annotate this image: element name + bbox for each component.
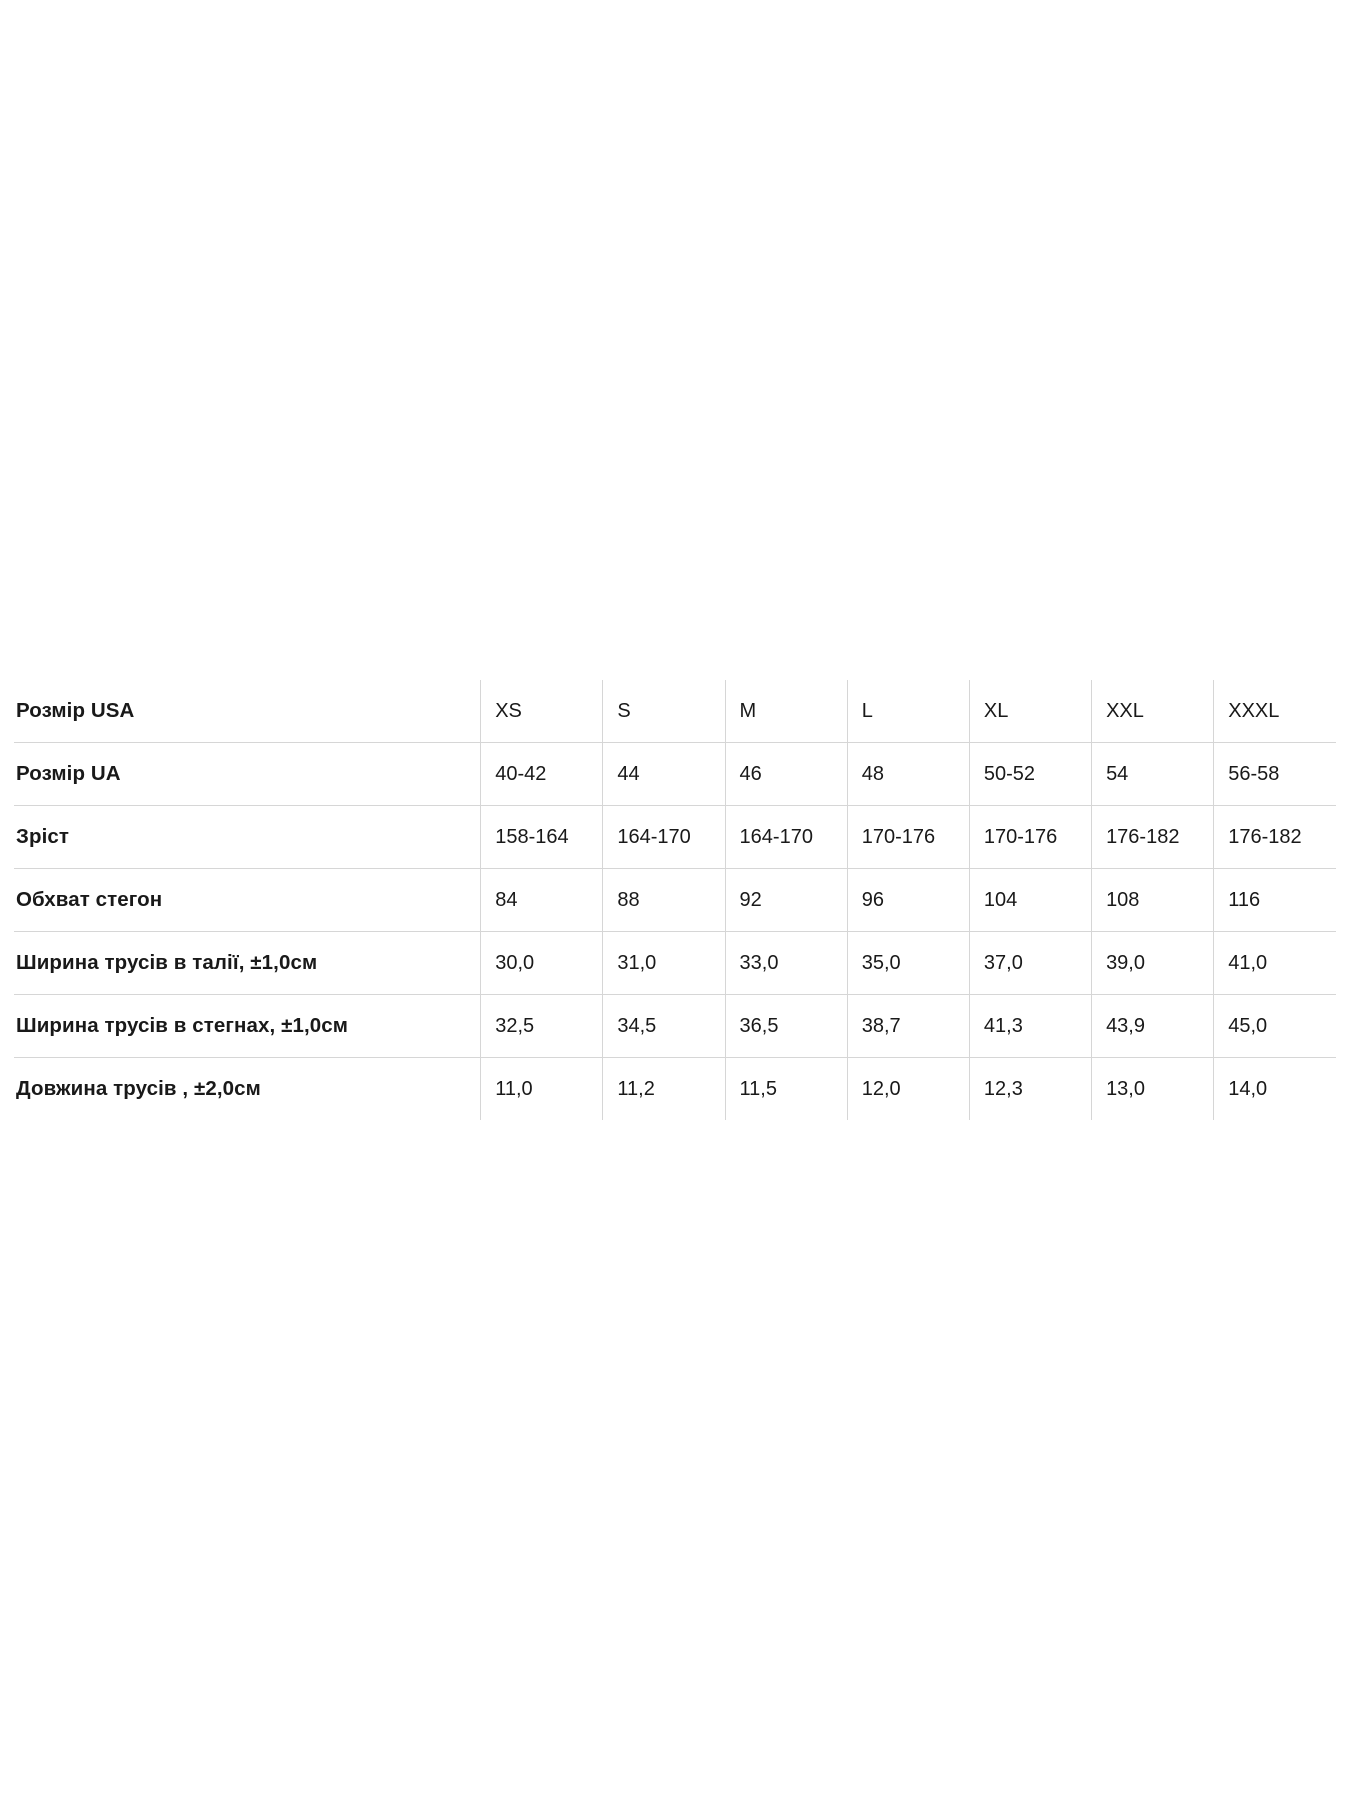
row-value: 46 xyxy=(725,743,847,806)
row-value: 38,7 xyxy=(847,995,969,1058)
row-value: 37,0 xyxy=(969,932,1091,995)
row-value: 30,0 xyxy=(481,932,603,995)
row-value: 176-182 xyxy=(1214,806,1336,869)
row-value: 33,0 xyxy=(725,932,847,995)
row-value: XL xyxy=(969,680,1091,743)
row-label: Обхват стегон xyxy=(14,869,481,932)
row-value: 54 xyxy=(1092,743,1214,806)
row-value: 92 xyxy=(725,869,847,932)
row-value: 34,5 xyxy=(603,995,725,1058)
row-value: 14,0 xyxy=(1214,1058,1336,1121)
row-value: 13,0 xyxy=(1092,1058,1214,1121)
row-value: M xyxy=(725,680,847,743)
row-label: Ширина трусів в стегнах, ±1,0см xyxy=(14,995,481,1058)
row-value: 88 xyxy=(603,869,725,932)
row-value: L xyxy=(847,680,969,743)
row-value: 32,5 xyxy=(481,995,603,1058)
row-value: 104 xyxy=(969,869,1091,932)
row-value: 41,3 xyxy=(969,995,1091,1058)
size-chart-container xyxy=(14,680,1336,1120)
row-value: 11,2 xyxy=(603,1058,725,1121)
row-value: 96 xyxy=(847,869,969,932)
row-value: 45,0 xyxy=(1214,995,1336,1058)
row-value: 43,9 xyxy=(1092,995,1214,1058)
row-value: 158-164 xyxy=(481,806,603,869)
row-value: 84 xyxy=(481,869,603,932)
table-row xyxy=(14,806,1336,869)
row-label: Довжина трусів , ±2,0см xyxy=(14,1058,481,1121)
row-value: 116 xyxy=(1214,869,1336,932)
row-value: 170-176 xyxy=(847,806,969,869)
row-value: 176-182 xyxy=(1092,806,1214,869)
row-value: 11,0 xyxy=(481,1058,603,1121)
row-value: 31,0 xyxy=(603,932,725,995)
row-value: 170-176 xyxy=(969,806,1091,869)
row-value: XXL xyxy=(1092,680,1214,743)
row-label: Ширина трусів в талії, ±1,0см xyxy=(14,932,481,995)
row-value: 39,0 xyxy=(1092,932,1214,995)
row-value: 50-52 xyxy=(969,743,1091,806)
row-value: 48 xyxy=(847,743,969,806)
row-value: 12,3 xyxy=(969,1058,1091,1121)
table-row xyxy=(14,1058,1336,1121)
table-row xyxy=(14,743,1336,806)
row-label: Зріст xyxy=(14,806,481,869)
table-row xyxy=(14,932,1336,995)
table-row xyxy=(14,995,1336,1058)
row-label: Розмір UA xyxy=(14,743,481,806)
row-value: 40-42 xyxy=(481,743,603,806)
row-value: 164-170 xyxy=(603,806,725,869)
row-value: 44 xyxy=(603,743,725,806)
row-value: 36,5 xyxy=(725,995,847,1058)
row-value: 108 xyxy=(1092,869,1214,932)
table-row xyxy=(14,869,1336,932)
row-label: Розмір USA xyxy=(14,680,481,743)
row-value: S xyxy=(603,680,725,743)
row-value: 56-58 xyxy=(1214,743,1336,806)
row-value: 35,0 xyxy=(847,932,969,995)
row-value: 12,0 xyxy=(847,1058,969,1121)
row-value: XS xyxy=(481,680,603,743)
row-value: 11,5 xyxy=(725,1058,847,1121)
table-row xyxy=(14,680,1336,743)
size-chart-body xyxy=(14,680,1336,1120)
row-value: XXXL xyxy=(1214,680,1336,743)
row-value: 164-170 xyxy=(725,806,847,869)
size-chart-table xyxy=(14,680,1336,1120)
row-value: 41,0 xyxy=(1214,932,1336,995)
